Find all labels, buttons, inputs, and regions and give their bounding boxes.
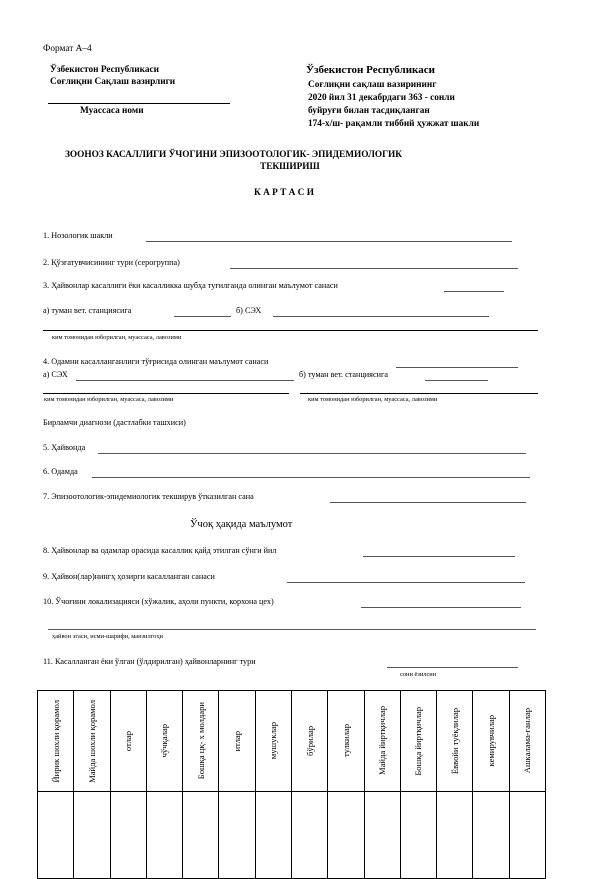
table-cell[interactable]: [146, 792, 182, 879]
field-label: 10. Ўчоғини локализацияси (хўжалик, аҳоли пункти, корхона цех): [43, 597, 274, 606]
current-illness-date-input[interactable]: [287, 582, 525, 583]
title-line2: ТЕКШИРИШ: [260, 162, 320, 172]
table-cell[interactable]: [437, 792, 473, 879]
table-cell[interactable]: [110, 792, 146, 879]
header-small-cattle: Майда шохли қорамол: [86, 699, 97, 783]
last-year-input[interactable]: [363, 556, 515, 557]
field-label: 2. Қўзғатувчисининг тури (серогруппа): [43, 258, 180, 267]
field-label: 1. Нозологик шакли: [43, 231, 113, 240]
left-header-line2: Соғлиқни Сақлаш вазирлиги: [50, 77, 176, 87]
primary-diagnosis-heading: Бирламчи диагнози (дастлабки ташхиси): [43, 418, 186, 427]
field-label: 11. Касалланган ёки ўлган (ўлдирилган) ҳайвонларнинг тури: [43, 657, 256, 666]
table-cell[interactable]: [400, 792, 436, 879]
sender-caption-right: ким томонидан юборилган, муассаса, лавозими: [308, 396, 438, 403]
investigation-date-input[interactable]: [330, 502, 526, 503]
table-cell[interactable]: [74, 792, 110, 879]
table-header-cell: [364, 691, 400, 792]
seh-input[interactable]: [76, 380, 294, 381]
vet-station-input[interactable]: [425, 380, 488, 381]
diagnosis-animal-input[interactable]: [98, 453, 526, 454]
title-line1: ЗООНОЗ КАСАЛЛИГИ ЎЧОГИНИ ЭПИЗООТОЛОГИК- ЭПИДЕМИОЛОГИК: [65, 150, 403, 160]
field-label-seh: б) СЭХ: [236, 306, 262, 315]
owner-caption: ҳайвон эгаси, исми-шарифи, манзилгоҳи: [52, 633, 163, 640]
right-header-line5: 174-х/ш- рақамли тиббий ҳужжат шакли: [308, 119, 480, 129]
table-cell[interactable]: [509, 792, 545, 879]
header-horses: отлар: [123, 730, 134, 752]
right-header-line3: 2020 йил 31 декабрдаги 363 - сонли: [308, 93, 455, 103]
table-header-cell: [74, 691, 110, 792]
field-label: 8. Ҳайвонлар ва одамлар орасида касаллик қайд этилган сўнги йил: [43, 546, 277, 555]
header-foxes: тулкилар: [340, 724, 351, 758]
left-header-line1: Ўзбекистон Республикаси: [50, 65, 159, 75]
table-header-cell: [400, 691, 436, 792]
header-cats: мушуклар: [268, 722, 279, 760]
table-cell[interactable]: [255, 792, 291, 879]
table-header-cell: [219, 691, 255, 792]
institution-name-line: [48, 103, 230, 104]
section-subheading: Ўчоқ ҳақида маълумот: [190, 519, 293, 530]
header-cattle: Йирик шохли қорамол: [50, 699, 61, 783]
table-cell[interactable]: [291, 792, 327, 879]
sender-caption-left: ким томонидан юборилган, муассаса, лавозими: [44, 396, 174, 403]
sender-caption: ким томонидан юборилган, муассаса, лавозими: [52, 334, 182, 341]
table-header-cell: [328, 691, 364, 792]
table-cell[interactable]: [364, 792, 400, 879]
format-label: Формат А–4: [43, 44, 92, 54]
field-label: 3. Ҳайвонлар касаллиги ёки касалликка шубҳа туғилганда олинган маълумот санаси: [43, 281, 338, 290]
title-line3: К А Р Т А С И: [254, 188, 314, 198]
field-label: 9. Ҳайвон(лар)нингҳ ҳозирги касалланган санаси: [43, 572, 215, 581]
table-header-cell: [146, 691, 182, 792]
header-dogs: итлар: [232, 730, 243, 752]
seh-input[interactable]: [273, 316, 489, 317]
table-header-cell: [110, 691, 146, 792]
field-label-vet-station: а) туман вет. станциясига: [43, 306, 132, 315]
field-label: 5. Ҳайвонда: [43, 443, 86, 452]
header-small-predators: Майда йиртқичлар: [377, 706, 388, 776]
table-header-cell: [38, 691, 74, 792]
right-header-line4: буйруғи билан тасдиқланган: [308, 106, 430, 116]
header-wild-ungulates: Ёввойи туёқлилар: [449, 707, 460, 775]
table-header-cell: [437, 691, 473, 792]
institution-name-caption: Муассаса номи: [80, 106, 144, 116]
header-wolves: бўрилар: [304, 726, 315, 756]
human-report-date-input[interactable]: [396, 367, 518, 368]
table-header-cell: [183, 691, 219, 792]
species-caption: сони ёзилсин: [400, 671, 437, 678]
right-header-line1: Ўзбекистон Республикаси: [306, 64, 435, 76]
sender-line[interactable]: [43, 330, 538, 331]
sender-line-left[interactable]: [43, 393, 289, 394]
vet-station-input[interactable]: [174, 316, 231, 317]
table-cell[interactable]: [38, 792, 74, 879]
focus-localization-input[interactable]: [361, 607, 521, 608]
table-header-cell: [509, 691, 545, 792]
header-pigs: чўчқалар: [159, 724, 170, 758]
table-header-row: [38, 691, 546, 792]
table-cell[interactable]: [473, 792, 509, 879]
pathogen-type-input[interactable]: [230, 268, 518, 269]
table-cell[interactable]: [219, 792, 255, 879]
field-label: 6. Одамда: [43, 467, 78, 476]
table-row: [38, 792, 546, 879]
table-header-cell: [291, 691, 327, 792]
species-table: [37, 690, 546, 879]
sender-line-right[interactable]: [300, 393, 538, 394]
table-cell[interactable]: [183, 792, 219, 879]
diagnosis-human-input[interactable]: [92, 477, 530, 478]
header-other-predators: Бошқа йиртқичлар: [413, 706, 424, 776]
header-other-animals: Ашкалама-ганлар: [522, 708, 533, 774]
animal-species-input[interactable]: [387, 667, 518, 668]
nosological-form-input[interactable]: [146, 241, 512, 242]
table-header-cell: [255, 691, 291, 792]
field-label-seh: а) СЭХ: [43, 370, 68, 379]
field-label: 4. Одамни касалланганлиги тўғрисида олинган маълумот санаси: [43, 357, 269, 366]
header-rodents: кемирувчилар: [486, 715, 497, 767]
field-label: 7. Эпизоотологик-эпидемиологик текширув ўтказилган сана: [43, 492, 254, 501]
table-cell[interactable]: [328, 792, 364, 879]
owner-line[interactable]: [48, 629, 536, 630]
right-header-line2: Соғлиқни сақлаш вазирининг: [308, 80, 437, 90]
field-label-vet-station: б) туман вет. станциясига: [299, 370, 388, 379]
animal-report-date-input[interactable]: [444, 291, 504, 292]
header-other-livestock: Бошқа цқ- х молдари: [195, 702, 206, 780]
table-header-cell: [473, 691, 509, 792]
